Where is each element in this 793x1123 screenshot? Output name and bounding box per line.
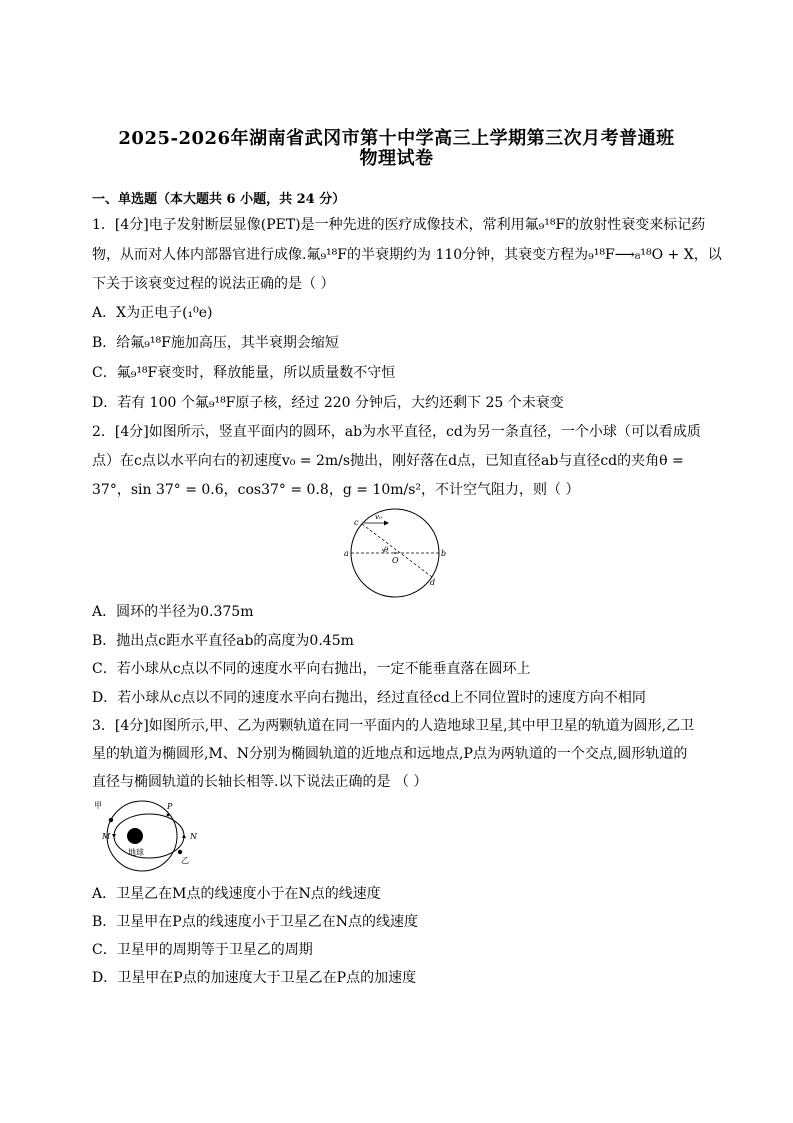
point-p-dot [167, 814, 170, 817]
question-3-line2: 星的轨道为椭圆形,M、N分别为椭圆轨道的近地点和远地点,P点为两轨道的一个交点,圆形轨道的 [92, 746, 688, 762]
diameter-cd [362, 524, 432, 577]
question-1-line2: 物，从而对人体内部器官进行成像.氟₉¹⁸F的半衰期约为 110分钟，其衰变方程为₉¹⁸F⟶₈¹⁸O + X，以 [92, 247, 722, 263]
question-3-option-c: C．卫星甲的周期等于卫星乙的周期 [92, 942, 313, 958]
label-earth: 地球 [128, 848, 144, 857]
question-2-line2: 点）在c点以水平向右的初速度v₀ = 2m/s抛出，刚好落在d点，已知直径ab与直径cd的夹角θ = [92, 453, 684, 469]
question-3-line3: 直径与椭圆轨道的长轴长相等.以下说法正确的是 （ ） [92, 774, 428, 790]
question-3-orbit-figure [92, 798, 207, 878]
label-c: c [354, 518, 359, 527]
question-2-option-c: C．若小球从c点以不同的速度水平向右抛出，一定不能垂直落在圆环上 [92, 661, 531, 677]
exam-title-line2: 物理试卷 [359, 148, 434, 169]
exam-title-line1: 2025-2026年湖南省武冈市第十中学高三上学期第三次月考普通班 [118, 128, 675, 149]
satellite-jia-dot [109, 818, 113, 822]
question-2-circle-figure [340, 508, 455, 598]
question-2-line1: 2．[4分]如图所示，竖直平面内的圆环，ab为水平直径，cd为另一条直径，一个小球（可以看成质 [92, 424, 701, 440]
question-1-option-c: C．氟₉¹⁸F衰变时，释放能量，所以质量数不守恒 [92, 365, 396, 381]
label-n: N [190, 832, 197, 841]
question-2-option-d: D．若小球从c点以不同的速度水平向右抛出，经过直径cd上不同位置时的速度方向不相同 [92, 690, 646, 706]
center-point [394, 552, 396, 554]
label-theta: θ [384, 546, 389, 554]
question-1-option-d: D．若有 100 个氟₉¹⁸F原子核，经过 220 分钟后，大约还剩下 25 个未衰变 [92, 395, 564, 411]
question-2-line3: 37°，sin 37° = 0.6，cos37° = 0.8，g = 10m/s²，不计空气阻力，则（ ） [92, 482, 580, 498]
earth-icon [127, 828, 143, 844]
question-1-line1: 1．[4分]电子发射断层显像(PET)是一种先进的医疗成像技术，常利用氟₉¹⁸F的放射性衰变来标记药 [92, 217, 706, 233]
label-jia: 甲 [94, 801, 102, 810]
question-3-line1: 3．[4分]如图所示,甲、乙为两颗轨道在同一平面内的人造地球卫星,其中甲卫星的轨道为圆形,乙卫 [92, 718, 695, 734]
label-b: b [441, 549, 447, 558]
satellite-yi-dot [178, 850, 182, 854]
elliptical-orbit-yi [114, 814, 184, 858]
section-heading: 一、单选题（本大题共 6 小题，共 24 分） [92, 192, 346, 207]
question-3-option-b: B．卫星甲在P点的线速度小于卫星乙在N点的线速度 [92, 914, 418, 930]
label-v0: v₀ [375, 513, 382, 521]
label-a: a [344, 549, 349, 558]
orbit-direction-arrow-n [182, 834, 186, 838]
label-p: P [167, 802, 173, 811]
question-3-option-a: A．卫星乙在M点的线速度小于在N点的线速度 [92, 886, 381, 902]
label-m: M [102, 832, 111, 841]
question-1-option-b: B．给氟₉¹⁸F施加高压，其半衰期会缩短 [92, 335, 339, 351]
label-yi: 乙 [181, 856, 189, 865]
label-d: d [430, 578, 436, 587]
question-1-line3: 下关于该衰变过程的说法正确的是（ ） [92, 276, 335, 292]
label-o: O [392, 556, 399, 565]
question-1-option-a: A．X为正电子(₁⁰e) [92, 305, 213, 321]
question-3-option-d: D．卫星甲在P点的加速度大于卫星乙在P点的加速度 [92, 970, 417, 986]
orbit-direction-arrow-m [112, 834, 116, 838]
question-2-option-b: B．抛出点c距水平直径ab的高度为0.45m [92, 633, 354, 649]
velocity-arrowhead [384, 521, 389, 526]
question-2-option-a: A．圆环的半径为0.375m [92, 604, 254, 620]
